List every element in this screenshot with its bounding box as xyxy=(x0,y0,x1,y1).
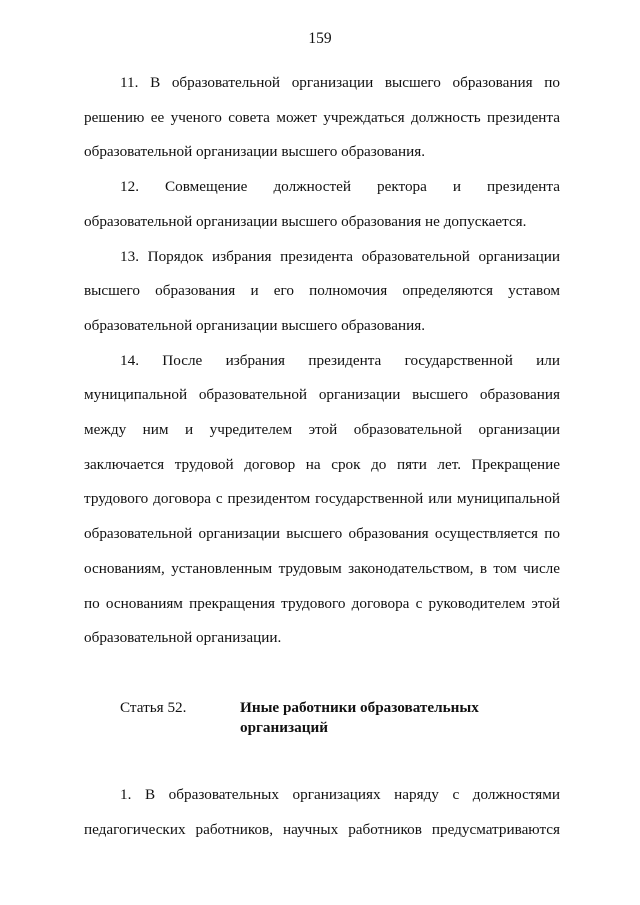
article-heading xyxy=(84,698,560,738)
article-paragraph-1: 1. В образовательных организациях наряду с должностями педагогических работников, научных работников предусматриваются xyxy=(84,785,560,838)
article-title-line-2: организаций xyxy=(240,718,328,736)
document-body xyxy=(84,66,560,847)
article-title-line-1: Иные работники образовательных xyxy=(240,698,479,716)
article-number: Статья 52. xyxy=(120,698,187,716)
paragraph-13: 13. Порядок избрания президента образовательной организации высшего образования и его полномочия определяются уставом образовательной организации высшего образования. xyxy=(84,247,560,334)
article-title xyxy=(240,698,560,738)
paragraph-14: 14. После избрания президента государственной или муниципальной образовательной организации высшего образования между ним и учредителем этой образовательной организации заключается трудовой договор на срок до пяти лет. Прекращение трудового договора с президентом государственной или муниципальной образовательной организации высшего образования осуществляется по основаниям, установленным трудовым законодательством, в том числе по основаниям прекращения трудового договора с руководителем этой образовательной организации. xyxy=(84,351,560,647)
paragraph-11: 11. В образовательной организации высшего образования по решению ее ученого совета может учреждаться должность президента образовательной организации высшего образования. xyxy=(84,74,560,161)
page-number: 159 xyxy=(308,30,332,47)
paragraph-12: 12. Совмещение должностей ректора и президента образовательной организации высшего образования не допускается. xyxy=(84,178,560,230)
